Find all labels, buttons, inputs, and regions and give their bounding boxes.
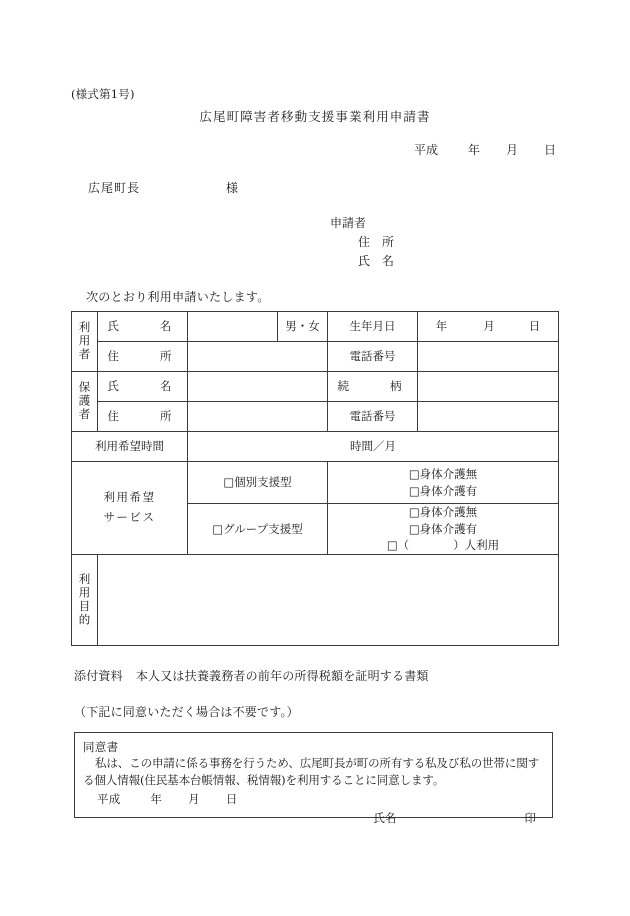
desired-service-label-line2: サービス (103, 510, 156, 524)
consent-body: 私は、この申請に係る事務を行うため、広尾町長が町の所有する私及び私の世帯に関する個人情報(住民基本台帳情報、税情報)を利用することに同意します。 (83, 756, 540, 788)
guardian-phone-input[interactable] (418, 402, 559, 432)
relation-input[interactable] (418, 372, 559, 402)
table-row (72, 372, 559, 402)
guardian-phone-label: 電話番号 (328, 402, 418, 432)
desired-hours-unit: 時間／月 (350, 439, 396, 454)
attachment-text: 本人又は扶養義務者の前年の所得税額を証明する書類 (135, 669, 429, 683)
attachment-label: 添付資料 (74, 669, 123, 683)
addressee (88, 179, 238, 196)
checkbox-group-with-physical-care[interactable]: □身体介護有 (408, 521, 478, 536)
guardian-section-label: 保護者 (77, 381, 92, 422)
applicant-heading: 申請者 (330, 216, 367, 230)
purpose-input[interactable] (98, 555, 559, 646)
relation-label: 続 柄 (328, 372, 418, 402)
date-month-label: 月 (505, 143, 518, 157)
table-row (72, 402, 559, 432)
birthdate-month-label: 月 (483, 319, 495, 334)
checkbox-group-support[interactable]: □グループ支援型 (188, 504, 328, 555)
purpose-label-cell (72, 555, 98, 646)
desired-service-label (72, 488, 187, 527)
table-row (72, 462, 559, 504)
guardian-name-label: 氏 名 (98, 372, 188, 402)
birthdate-label: 生年月日 (328, 312, 418, 342)
consent-title: 同意書 (83, 740, 119, 754)
consent-date-year-label: 年 (150, 791, 163, 806)
date-year-label: 年 (467, 143, 480, 157)
birthdate-year-label: 年 (435, 319, 448, 334)
table-row (72, 312, 559, 342)
guardian-section-label-cell (72, 372, 98, 432)
user-name-input[interactable] (188, 312, 278, 342)
desired-hours-input[interactable] (188, 432, 559, 462)
table-row (72, 432, 559, 462)
checkbox-group-no-physical-care[interactable]: □身体介護無 (408, 505, 478, 519)
consent-name-label: 氏名 (373, 810, 397, 825)
checkbox-group-people-count[interactable] (328, 537, 558, 554)
addressee-honorific: 様 (226, 181, 239, 195)
consent-signature-line[interactable] (83, 810, 544, 826)
user-phone-input[interactable] (418, 342, 559, 372)
desired-hours-label: 利用希望時間 (72, 432, 188, 462)
applicant-name-label: 氏 名 (358, 254, 395, 268)
addressee-name: 広尾町長 (88, 181, 141, 195)
date-day-label: 日 (543, 143, 556, 157)
people-count-suffix: ）人利用 (453, 538, 500, 553)
application-table (71, 311, 559, 646)
form-number: (様式第1号) (71, 87, 135, 101)
table-row (72, 555, 559, 646)
submission-date-line (0, 141, 630, 158)
consent-date-month-label: 月 (188, 791, 200, 806)
consent-date-era: 平成 (97, 791, 121, 806)
consent-box (74, 732, 553, 825)
user-name-label: 氏 名 (98, 312, 188, 342)
checkbox-individual-no-physical-care[interactable]: □身体介護無 (408, 466, 478, 481)
consent-date-day-label: 日 (225, 791, 238, 806)
guardian-address-label: 住 所 (98, 402, 188, 432)
lead-sentence: 次のとおり利用申請いたします。 (86, 290, 270, 304)
guardian-address-input[interactable] (188, 402, 328, 432)
table-row (72, 342, 559, 372)
user-address-input[interactable] (188, 342, 328, 372)
gender-label[interactable]: 男・女 (278, 312, 328, 342)
attachment-note (74, 667, 429, 684)
group-care-options (328, 504, 559, 555)
individual-care-options (328, 462, 559, 504)
checkbox-individual-with-physical-care[interactable]: □身体介護有 (408, 483, 478, 498)
date-era: 平成 (413, 143, 438, 157)
user-address-label: 住 所 (98, 342, 188, 372)
guardian-name-input[interactable] (188, 372, 328, 402)
birthdate-input[interactable] (418, 312, 559, 342)
page-title: 広尾町障害者移動支援事業利用申請書 (199, 109, 431, 124)
optional-note: （下記に同意いただく場合は不要です。） (74, 705, 299, 719)
checkbox-individual-support[interactable]: □個別支援型 (188, 462, 328, 504)
user-section-label-cell (72, 312, 98, 372)
consent-seal-label: 印 (524, 810, 536, 825)
desired-service-label-line1: 利用希望 (103, 490, 156, 505)
people-count-prefix: □（ (386, 538, 410, 553)
applicant-address-label: 住 所 (358, 235, 395, 249)
applicant-block (330, 214, 394, 271)
user-section-label: 利用者 (77, 321, 92, 362)
purpose-label: 利用目的 (77, 573, 92, 628)
birthdate-day-label: 日 (528, 319, 541, 334)
desired-service-label-cell (72, 462, 188, 555)
user-phone-label: 電話番号 (328, 342, 418, 372)
consent-date-line[interactable] (83, 791, 544, 807)
